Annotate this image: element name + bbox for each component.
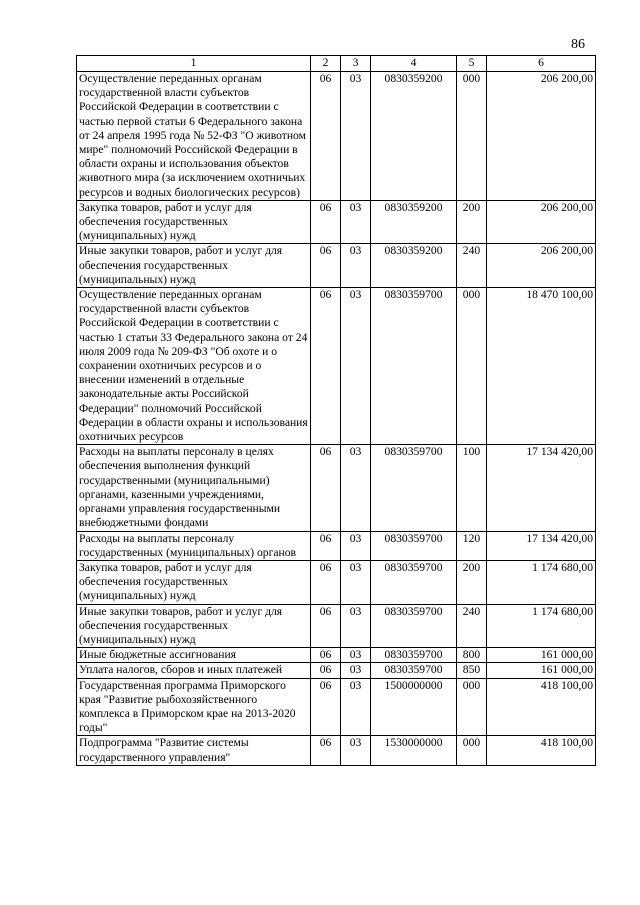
subsection-code: 03 xyxy=(341,560,371,604)
expense-name: Подпрограмма "Развитие системы государственного управления" xyxy=(77,736,311,765)
expense-name: Государственная программа Приморского края "Развитие рыбохозяйственного комплекса в Приморском крае на 2013-2020 годы" xyxy=(77,678,311,736)
table-row xyxy=(77,648,596,663)
column-header-1: 1 xyxy=(77,56,311,72)
expense-name: Иные закупки товаров, работ и услуг для обеспечения государственных (муниципальных) нужд xyxy=(77,244,311,288)
section-code: 06 xyxy=(311,736,341,765)
column-header-3: 3 xyxy=(341,56,371,72)
table-row xyxy=(77,736,596,765)
subsection-code: 03 xyxy=(341,531,371,560)
section-code: 06 xyxy=(311,72,341,201)
table-row xyxy=(77,663,596,678)
column-header-5: 5 xyxy=(457,56,487,72)
subsection-code: 03 xyxy=(341,200,371,244)
subsection-code: 03 xyxy=(341,445,371,531)
subsection-code: 03 xyxy=(341,244,371,288)
target-article-code: 1530000000 xyxy=(371,736,457,765)
budget-table xyxy=(76,55,596,766)
subsection-code: 03 xyxy=(341,736,371,765)
subsection-code: 03 xyxy=(341,678,371,736)
target-article-code: 0830359200 xyxy=(371,244,457,288)
target-article-code: 0830359700 xyxy=(371,604,457,648)
section-code: 06 xyxy=(311,531,341,560)
expense-name: Уплата налогов, сборов и иных платежей xyxy=(77,663,311,678)
amount: 1 174 680,00 xyxy=(487,604,596,648)
subsection-code: 03 xyxy=(341,72,371,201)
table-row xyxy=(77,244,596,288)
expense-name: Расходы на выплаты персоналу в целях обеспечения выполнения функций государственными (муниципальными) органами, казенными учреждениями, органами управления государственными внебюджетными фондами xyxy=(77,445,311,531)
amount: 17 134 420,00 xyxy=(487,531,596,560)
section-code: 06 xyxy=(311,560,341,604)
subsection-code: 03 xyxy=(341,288,371,445)
amount: 161 000,00 xyxy=(487,648,596,663)
table-header-row xyxy=(77,56,596,72)
expense-name: Иные бюджетные ассигнования xyxy=(77,648,311,663)
amount: 418 100,00 xyxy=(487,736,596,765)
expense-name: Закупка товаров, работ и услуг для обеспечения государственных (муниципальных) нужд xyxy=(77,200,311,244)
expense-type-code: 850 xyxy=(457,663,487,678)
expense-type-code: 200 xyxy=(457,560,487,604)
column-header-6: 6 xyxy=(487,56,596,72)
section-code: 06 xyxy=(311,604,341,648)
expense-type-code: 000 xyxy=(457,678,487,736)
expense-type-code: 240 xyxy=(457,604,487,648)
table-body xyxy=(77,72,596,766)
amount: 206 200,00 xyxy=(487,244,596,288)
amount: 1 174 680,00 xyxy=(487,560,596,604)
target-article-code: 1500000000 xyxy=(371,678,457,736)
table-row xyxy=(77,678,596,736)
target-article-code: 0830359200 xyxy=(371,72,457,201)
target-article-code: 0830359700 xyxy=(371,531,457,560)
amount: 18 470 100,00 xyxy=(487,288,596,445)
expense-type-code: 240 xyxy=(457,244,487,288)
section-code: 06 xyxy=(311,445,341,531)
amount: 206 200,00 xyxy=(487,200,596,244)
target-article-code: 0830359700 xyxy=(371,648,457,663)
expense-type-code: 100 xyxy=(457,445,487,531)
table-row xyxy=(77,288,596,445)
expense-type-code: 200 xyxy=(457,200,487,244)
expense-type-code: 000 xyxy=(457,736,487,765)
table-row xyxy=(77,72,596,201)
target-article-code: 0830359700 xyxy=(371,663,457,678)
section-code: 06 xyxy=(311,200,341,244)
target-article-code: 0830359700 xyxy=(371,445,457,531)
expense-type-code: 000 xyxy=(457,288,487,445)
target-article-code: 0830359700 xyxy=(371,288,457,445)
expense-type-code: 000 xyxy=(457,72,487,201)
target-article-code: 0830359200 xyxy=(371,200,457,244)
section-code: 06 xyxy=(311,244,341,288)
column-header-2: 2 xyxy=(311,56,341,72)
table-row xyxy=(77,531,596,560)
amount: 17 134 420,00 xyxy=(487,445,596,531)
table-row xyxy=(77,200,596,244)
subsection-code: 03 xyxy=(341,663,371,678)
expense-name: Осуществление переданных органам государственной власти субъектов Российской Федерации в соответствии с частью первой статьи 6 Федерального закона от 24 апреля 1995 года № 52-ФЗ "О животном мире" полномочий Российской Федерации в области охраны и использования объектов животного мира (за исключением охотничьих ресурсов и водных биологических ресурсов) xyxy=(77,72,311,201)
expense-name: Расходы на выплаты персоналу государственных (муниципальных) органов xyxy=(77,531,311,560)
table-row xyxy=(77,445,596,531)
subsection-code: 03 xyxy=(341,604,371,648)
amount: 206 200,00 xyxy=(487,72,596,201)
section-code: 06 xyxy=(311,648,341,663)
subsection-code: 03 xyxy=(341,648,371,663)
target-article-code: 0830359700 xyxy=(371,560,457,604)
amount: 161 000,00 xyxy=(487,663,596,678)
section-code: 06 xyxy=(311,288,341,445)
page-number: 86 xyxy=(571,37,585,52)
column-header-4: 4 xyxy=(371,56,457,72)
section-code: 06 xyxy=(311,678,341,736)
table-row xyxy=(77,604,596,648)
expense-name: Осуществление переданных органам государственной власти субъектов Российской Федерации в соответствии с частью 1 статьи 33 Федерального закона от 24 июля 2009 года № 209-ФЗ "Об охоте и о сохранении охотничьих ресурсов и о внесении изменений в отдельные законодательные акты Российской Федерации" полномочий Российской Федерации в области охраны и использования охотничьих ресурсов xyxy=(77,288,311,445)
expense-name: Закупка товаров, работ и услуг для обеспечения государственных (муниципальных) нужд xyxy=(77,560,311,604)
amount: 418 100,00 xyxy=(487,678,596,736)
expense-type-code: 120 xyxy=(457,531,487,560)
table-row xyxy=(77,560,596,604)
expense-type-code: 800 xyxy=(457,648,487,663)
section-code: 06 xyxy=(311,663,341,678)
expense-name: Иные закупки товаров, работ и услуг для обеспечения государственных (муниципальных) нужд xyxy=(77,604,311,648)
